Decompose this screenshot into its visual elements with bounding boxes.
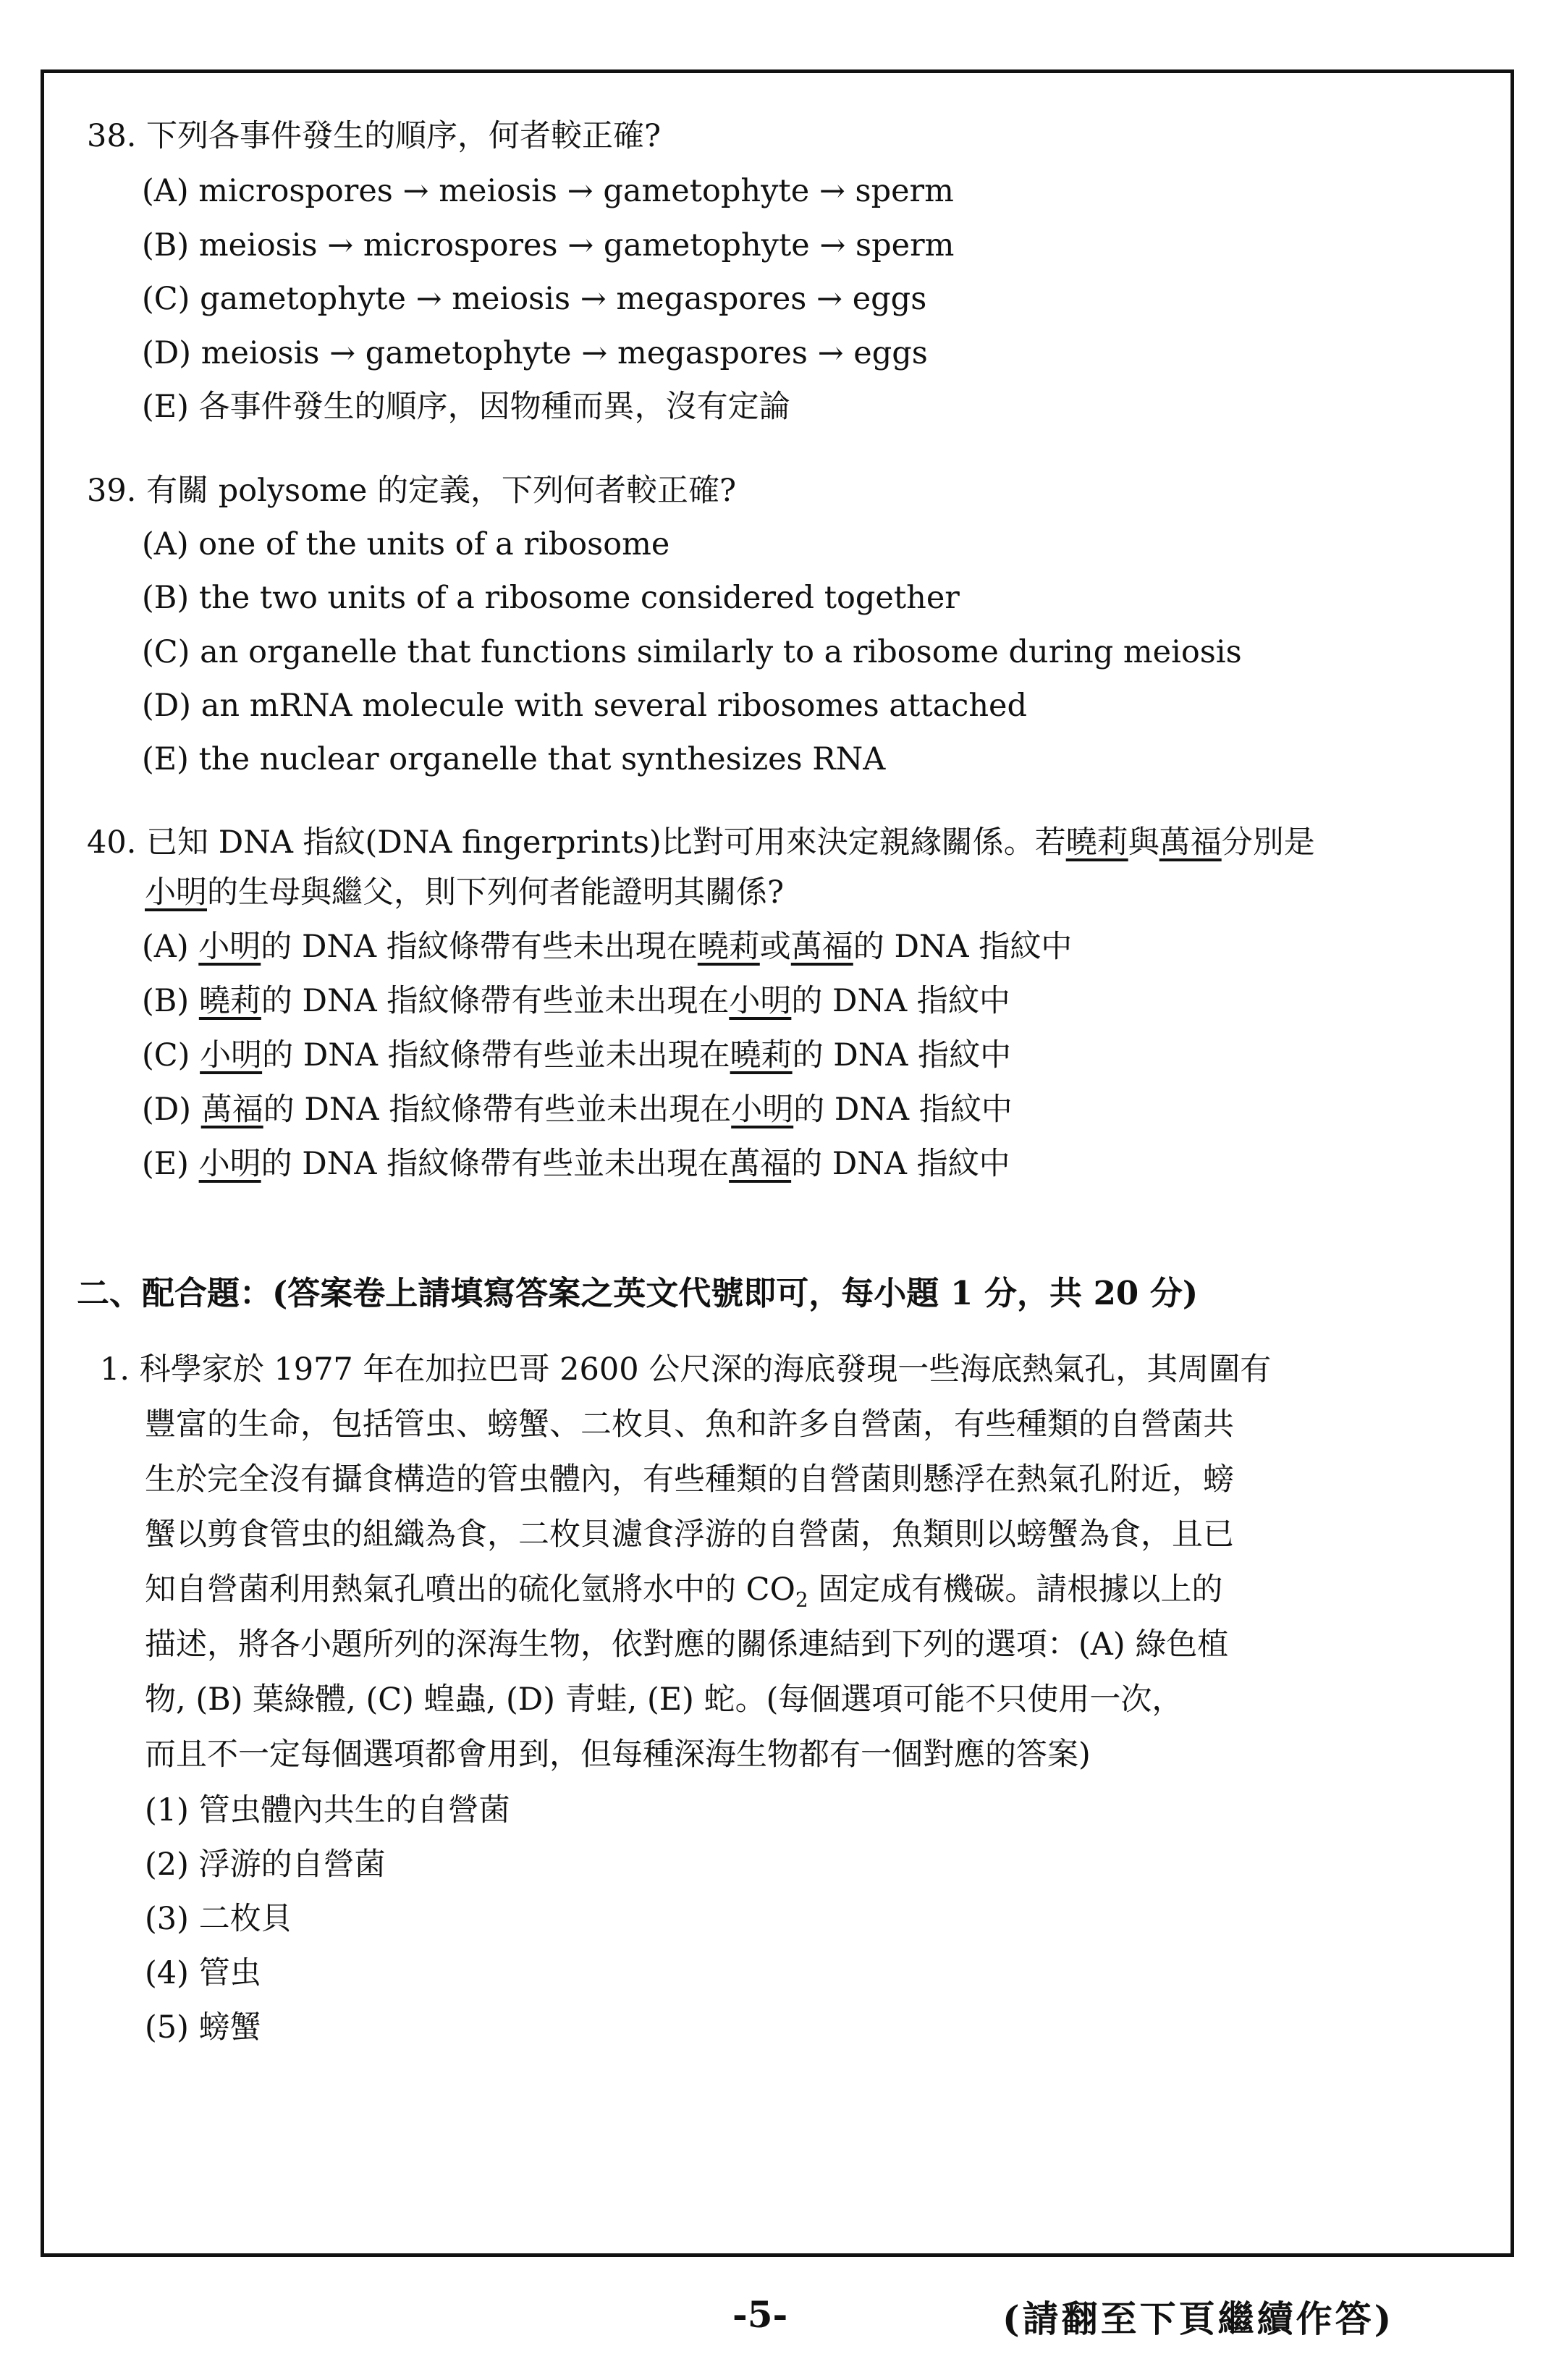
matching-subitem-2: (2) 浮游的自營菌	[145, 1847, 386, 1883]
page-number: -5-	[732, 2293, 788, 2336]
matching-item1-line7: 物, (B) 葉綠體, (C) 蝗蟲, (D) 青蛙, (E) 蛇。(每個選項可能不只使用一次，	[145, 1681, 1183, 1718]
q38-option-b: (B) meiosis → microspores → gametophyte → sperm	[142, 227, 955, 263]
q40-stem-line1: 40. 已知 DNA 指紋(DNA fingerprints)比對可用來決定親緣關係。若曉莉與萬福分別是	[87, 824, 1315, 861]
q38-option-a: (A) microspores → meiosis → gametophyte → sperm	[142, 173, 954, 209]
q40-option-e: (E) 小明的 DNA 指紋條帶有些並未出現在萬福的 DNA 指紋中	[142, 1146, 1010, 1182]
q40-option-b: (B) 曉莉的 DNA 指紋條帶有些並未出現在小明的 DNA 指紋中	[142, 983, 1010, 1019]
q40-option-d: (D) 萬福的 DNA 指紋條帶有些並未出現在小明的 DNA 指紋中	[142, 1092, 1013, 1128]
q38-option-d: (D) meiosis → gametophyte → megaspores → eggs	[142, 335, 928, 371]
q39-option-b: (B) the two units of a ribosome considered together	[142, 580, 960, 616]
matching-item1-line3: 生於完全沒有攝食構造的管虫體內，有些種類的自營菌則懸浮在熱氣孔附近，螃	[145, 1461, 1234, 1498]
matching-item1-line5: 知自營菌利用熱氣孔噴出的硫化氫將水中的 $CO_2$ 固定成有機碳。請根據以上的	[145, 1571, 1223, 1612]
co2-subscript: 2	[795, 1587, 808, 1612]
matching-item1-line8: 而且不一定每個選項都會用到，但每種深海生物都有一個對應的答案)	[145, 1737, 1091, 1773]
matching-subitem-5: (5) 螃蟹	[145, 2009, 261, 2046]
q39-option-e: (E) the nuclear organelle that synthesizes RNA	[142, 741, 886, 777]
q39-option-c: (C) an organelle that functions similarly to a ribosome during meiosis	[142, 634, 1242, 670]
q39-stem: 39. 有關 polysome 的定義，下列何者較正確?	[87, 473, 737, 509]
section2-heading: 二、配合題：(答案卷上請填寫答案之英文代號即可，每小題 1 分，共 20 分)	[77, 1274, 1199, 1312]
q40-stem-line2: 小明的生母與繼父，則下列何者能證明其關係?	[145, 874, 785, 911]
continue-note: (請翻至下頁繼續作答)	[1002, 2297, 1395, 2340]
name-xiaoming: 小明	[145, 874, 207, 911]
q39-option-a: (A) one of the units of a ribosome	[142, 526, 670, 562]
q38-stem: 38. 下列各事件發生的順序，何者較正確?	[87, 118, 662, 154]
matching-item1-line2: 豐富的生命，包括管虫、螃蟹、二枚貝、魚和許多自營菌，有些種類的自營菌共	[145, 1406, 1234, 1443]
matching-subitem-1: (1) 管虫體內共生的自營菌	[145, 1792, 510, 1828]
q38-option-e: (E) 各事件發生的順序，因物種而異，沒有定論	[142, 389, 790, 425]
q38-option-c: (C) gametophyte → meiosis → megaspores → eggs	[142, 281, 927, 317]
q39-option-d: (D) an mRNA molecule with several ribosomes attached	[142, 688, 1027, 724]
name-xiaoli: 曉莉	[1065, 824, 1128, 861]
matching-item1-line1: 1. 科學家於 1977 年在加拉巴哥 2600 公尺深的海底發現一些海底熱氣孔，其周圍有	[100, 1351, 1272, 1388]
matching-item1-line6: 描述，將各小題所列的深海生物，依對應的關係連結到下列的選項：(A) 綠色植	[145, 1626, 1229, 1663]
matching-item1-line4: 蟹以剪食管虫的組織為食，二枚貝濾食浮游的自營菌，魚類則以螃蟹為食，且已	[145, 1516, 1234, 1553]
q40-option-c: (C) 小明的 DNA 指紋條帶有些並未出現在曉莉的 DNA 指紋中	[142, 1037, 1012, 1073]
matching-subitem-4: (4) 管虫	[145, 1955, 261, 1991]
q40-option-a: (A) 小明的 DNA 指紋條帶有些未出現在曉莉或萬福的 DNA 指紋中	[142, 929, 1073, 965]
name-wanfu: 萬福	[1159, 824, 1222, 861]
matching-subitem-3: (3) 二枚貝	[145, 1901, 292, 1937]
